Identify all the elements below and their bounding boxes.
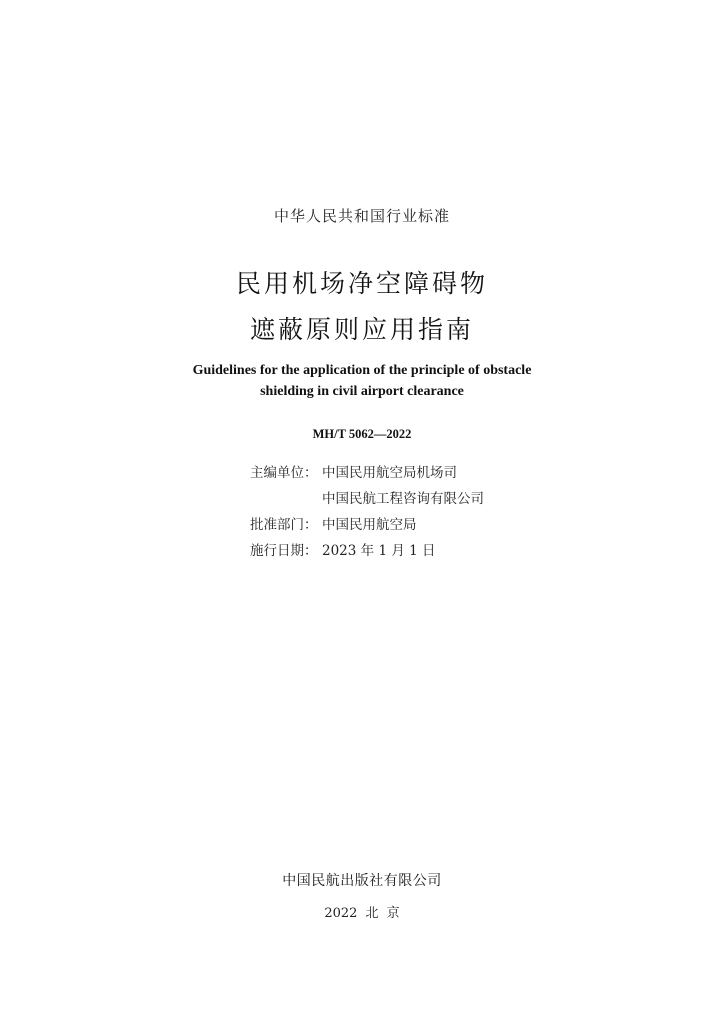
- editor-value-1: 中国民用航空局机场司: [322, 465, 457, 481]
- editor-row: [250, 460, 484, 486]
- chinese-title-line-2: 遮蔽原则应用指南: [249, 315, 474, 344]
- chinese-title-line-1: 民用机场净空障碍物: [235, 269, 488, 298]
- standard-code: MH/T 5062—2022: [312, 427, 412, 441]
- editor-row-2: [250, 486, 484, 512]
- editor-label: 主编单位：: [250, 465, 318, 481]
- editor-value-2: 中国民航工程咨询有限公司: [322, 491, 484, 507]
- english-title-line-2: shielding in civil airport clearance: [260, 384, 464, 399]
- publication-place-year: 2022 北 京: [324, 906, 400, 921]
- publication-info: [250, 460, 484, 564]
- effective-date-label: 施行日期：: [250, 543, 318, 559]
- effective-date-value: 2023 年 1 月 1 日: [322, 543, 436, 559]
- approver-value: 中国民用航空局: [322, 517, 417, 533]
- industry-standard-heading: 中华人民共和国行业标准: [273, 207, 450, 225]
- publisher-name: 中国民航出版社有限公司: [282, 873, 442, 889]
- approver-label: 批准部门：: [250, 517, 318, 533]
- approver-row: [250, 512, 484, 538]
- english-title-line-1: Guidelines for the application of the principle of obstacle: [192, 363, 532, 378]
- effective-date-row: [250, 538, 484, 564]
